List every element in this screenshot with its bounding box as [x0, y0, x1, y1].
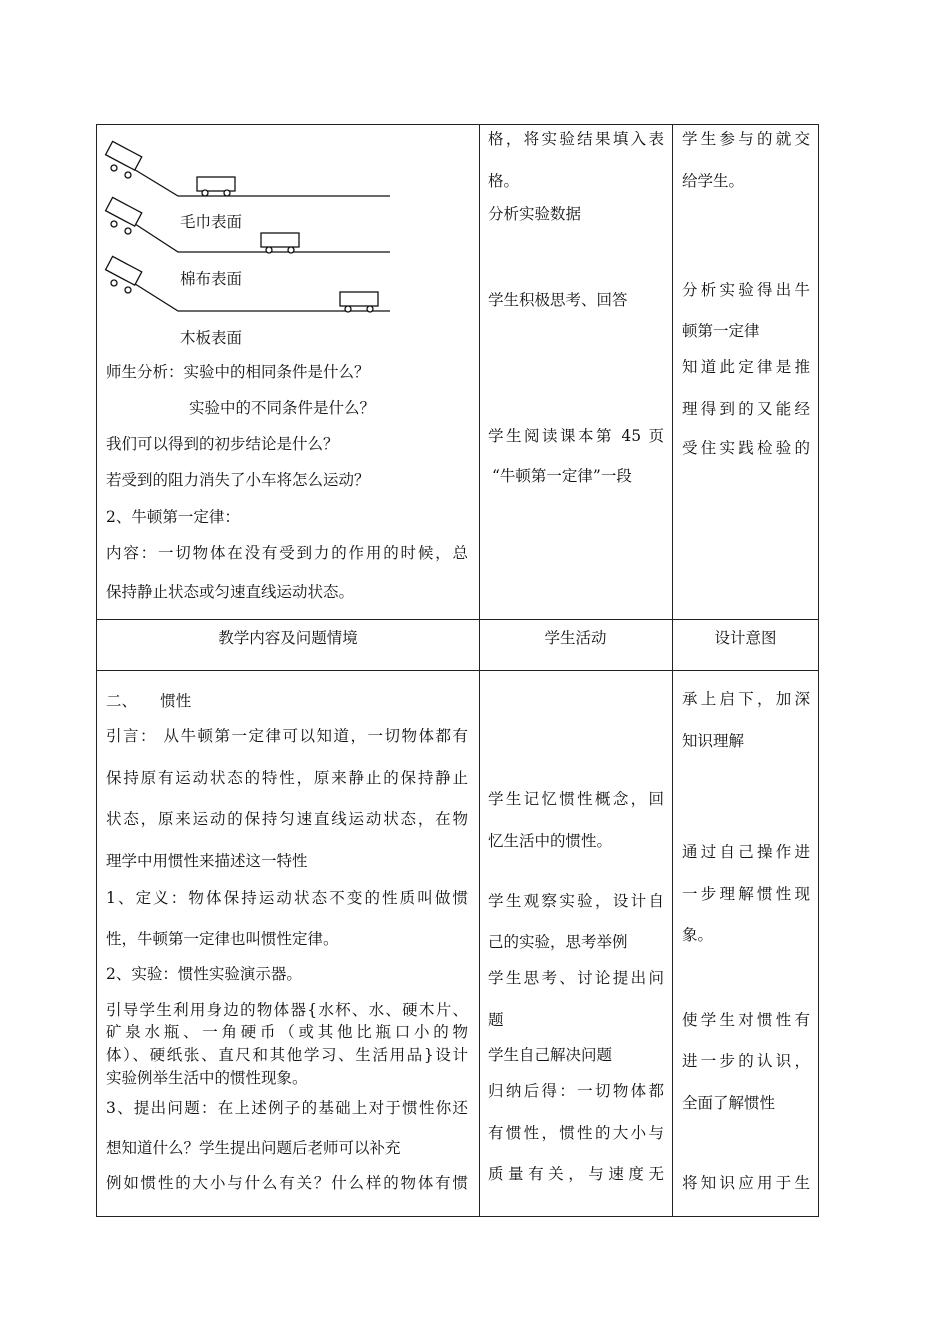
text-line: 学生思考、讨论提出问	[488, 969, 664, 987]
text-line: 引言： 从牛顿第一定律可以知道，一切物体都有	[106, 727, 468, 745]
cart-on-surface	[261, 233, 299, 247]
text-line: 分析实验得出牛	[682, 281, 810, 299]
text-line: 通过自己操作进	[682, 843, 810, 861]
text-line: 质量有关，与速度无	[488, 1165, 664, 1183]
text-line: 学生自己解决问题	[488, 1046, 613, 1064]
text-line: 想知道什么？学生提出问题后老师可以补充	[106, 1139, 401, 1157]
text-line: 知识理解	[682, 732, 745, 750]
text-line: 2、实验：惯性实验演示器。	[106, 965, 302, 983]
text-line: 归纳后得：一切物体都	[488, 1082, 664, 1100]
text-line: 有惯性，惯性的大小与	[488, 1124, 664, 1142]
header-activity: 学生活动	[544, 629, 607, 647]
text-line: 一步理解惯性现	[682, 885, 810, 903]
text-line: 全面了解惯性	[682, 1094, 776, 1112]
text-line: 矿泉水瓶、一角硬币（或其他比瓶口小的物	[106, 1023, 468, 1041]
text-line: 保持静止状态或匀速直线运动状态。	[106, 583, 355, 601]
text-line: 引导学生利用身边的物体器{水杯、水、硬木片、	[106, 1001, 468, 1019]
text-line: 学生积极思考、回答	[488, 291, 628, 309]
text-line: 保持原有运动状态的特性，原来静止的保持静止	[106, 769, 468, 787]
text-line: 将知识应用于生	[682, 1174, 810, 1192]
cart-on-surface	[340, 292, 378, 306]
text-line: 进一步的认识，	[682, 1052, 810, 1070]
text-line: 知道此定律是推	[682, 358, 810, 376]
text-line: 实验中的不同条件是什么？	[189, 399, 376, 417]
text-line: 2、牛顿第一定律：	[106, 508, 240, 526]
text-line: 学生记忆惯性概念，回	[488, 790, 664, 808]
text-line: 1、定义：物体保持运动状态不变的性质叫做惯	[106, 889, 468, 907]
cart-on-slope	[106, 256, 142, 285]
cart-on-slope	[106, 141, 142, 170]
text-line: 象。	[682, 926, 714, 944]
text-line: 格，将实验结果填入表	[488, 130, 664, 148]
header-intent: 设计意图	[714, 629, 777, 647]
text-line: 例如惯性的大小与什么有关？什么样的物体有惯	[106, 1174, 468, 1192]
text-line: “牛顿第一定律”一段	[492, 467, 632, 485]
surface-label: 毛巾表面	[180, 213, 243, 231]
text-line: 学生观察实验，设计自	[488, 892, 664, 910]
surface-label: 木板表面	[180, 329, 243, 347]
header-content: 教学内容及问题情境	[218, 629, 358, 647]
text-line: 二、 惯性	[106, 692, 192, 710]
text-line: 若受到的阻力消失了小车将怎么运动？	[106, 471, 370, 489]
text-line: 体）、硬纸张、直尺和其他学习、生活用品}设计	[106, 1046, 468, 1064]
text-line: 分析实验数据	[488, 205, 582, 223]
cart-on-surface	[197, 177, 235, 191]
text-line: 题	[488, 1011, 504, 1029]
text-line: 承上启下，加深	[682, 690, 810, 708]
row-divider	[97, 619, 818, 620]
text-line: 性，牛顿第一定律也叫惯性定律。	[106, 930, 339, 948]
ramp-line	[132, 168, 390, 196]
text-line: 内容：一切物体在没有受到力的作用的时候，总	[106, 544, 468, 562]
text-line: 理得到的又能经	[682, 400, 810, 418]
text-line: 我们可以得到的初步结论是什么？	[106, 435, 339, 453]
surface-label: 棉布表面	[180, 270, 243, 288]
text-line: 受住实践检验的	[682, 439, 810, 457]
text-line: 状态，原来运动的保持匀速直线运动状态，在物	[106, 810, 468, 828]
row-divider	[97, 670, 818, 671]
text-line: 给学生。	[682, 172, 745, 190]
experiment-diagram	[0, 0, 950, 360]
cart-on-slope	[106, 197, 142, 226]
text-line: 学生参与的就交	[682, 130, 810, 148]
text-line: 使学生对惯性有	[682, 1011, 810, 1029]
text-line: 师生分析：实验中的相同条件是什么？	[106, 363, 370, 381]
text-line: 学生阅读课本第 45 页	[488, 427, 664, 445]
text-line: 忆生活中的惯性。	[488, 832, 613, 850]
text-line: 实验例举生活中的惯性现象。	[106, 1069, 308, 1087]
text-line: 3、提出问题：在上述例子的基础上对于惯性你还	[106, 1099, 468, 1117]
text-line: 格。	[488, 172, 520, 190]
text-line: 理学中用惯性来描述这一特性	[106, 852, 308, 870]
text-line: 顿第一定律	[682, 322, 760, 340]
text-line: 己的实验，思考举例	[488, 933, 628, 951]
